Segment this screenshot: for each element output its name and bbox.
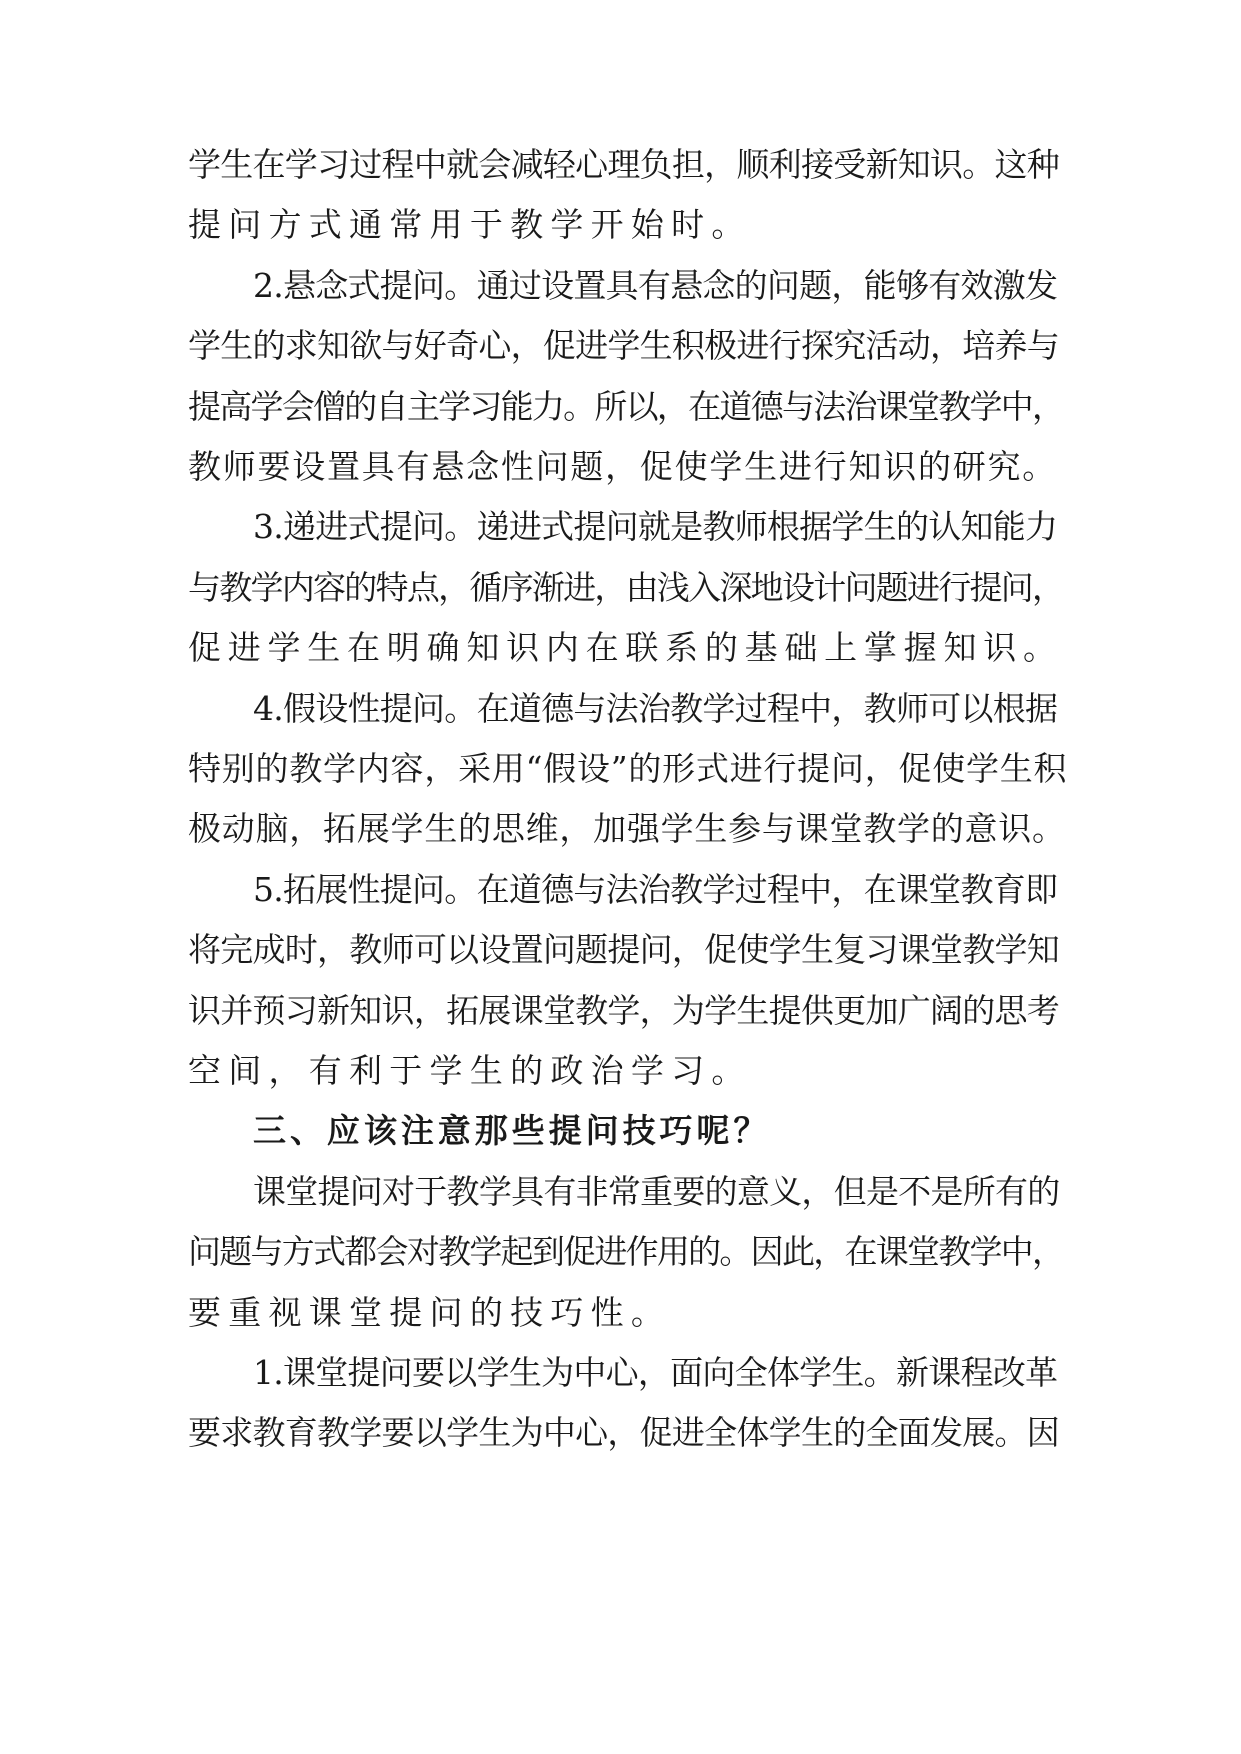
text-line: 提问方式通常用于教学开始时。	[188, 205, 752, 244]
text-line: 要重视课堂提问的技巧性。	[188, 1293, 672, 1332]
list-item-1-4-start: 4.假设性提问。在道德与法治教学过程中，教师可以根据	[253, 689, 1058, 728]
text-line: 空间，有利于学生的政治学习。	[188, 1051, 752, 1090]
text-line: 识并预习新知识，拓展课堂教学，为学生提供更加广阔的思考	[188, 991, 1060, 1030]
text-line: 问题与方式都会对教学起到促进作用的。因此，在课堂教学中，	[188, 1232, 1064, 1271]
section-heading: 三、应该注意那些提问技巧呢？	[253, 1111, 771, 1150]
list-item-1-5-start: 5.拓展性提问。在道德与法治教学过程中，在课堂教育即	[253, 870, 1058, 909]
list-item-1-2-start: 2.悬念式提问。通过设置具有悬念的问题，能够有效激发	[253, 266, 1058, 305]
text-line: 教师要设置具有悬念性问题，促使学生进行知识的研究。	[188, 447, 1057, 486]
list-item-3-1-start: 1.课堂提问要以学生为中心，面向全体学生。新课程改革	[253, 1353, 1058, 1392]
paragraph-start: 课堂提问对于教学具有非常重要的意义，但是不是所有的	[253, 1172, 1060, 1211]
text-line: 要求教育教学要以学生为中心，促进全体学生的全面发展。因	[188, 1413, 1060, 1452]
text-line: 提高学会僧的自主学习能力。所以，在道德与法治课堂教学中，	[188, 387, 1064, 426]
text-line: 学生在学习过程中就会减轻心理负担，顺利接受新知识。这种	[188, 145, 1060, 184]
text-line: 将完成时，教师可以设置问题提问，促使学生复习课堂教学知	[188, 930, 1060, 969]
text-line: 与教学内容的特点，循序渐进，由浅入深地设计问题进行提问，	[188, 568, 1064, 607]
list-item-1-3-start: 3.递进式提问。递进式提问就是教师根据学生的认知能力	[253, 507, 1058, 546]
text-line: 学生的求知欲与好奇心，促进学生积极进行探究活动，培养与	[188, 326, 1060, 365]
text-line: 极动脑，拓展学生的思维，加强学生参与课堂教学的意识。	[188, 809, 1066, 848]
text-line: 促进学生在明确知识内在联系的基础上掌握知识。	[188, 628, 1063, 667]
text-line: 特别的教学内容，采用“假设”的形式进行提问，促使学生积	[188, 749, 1068, 788]
